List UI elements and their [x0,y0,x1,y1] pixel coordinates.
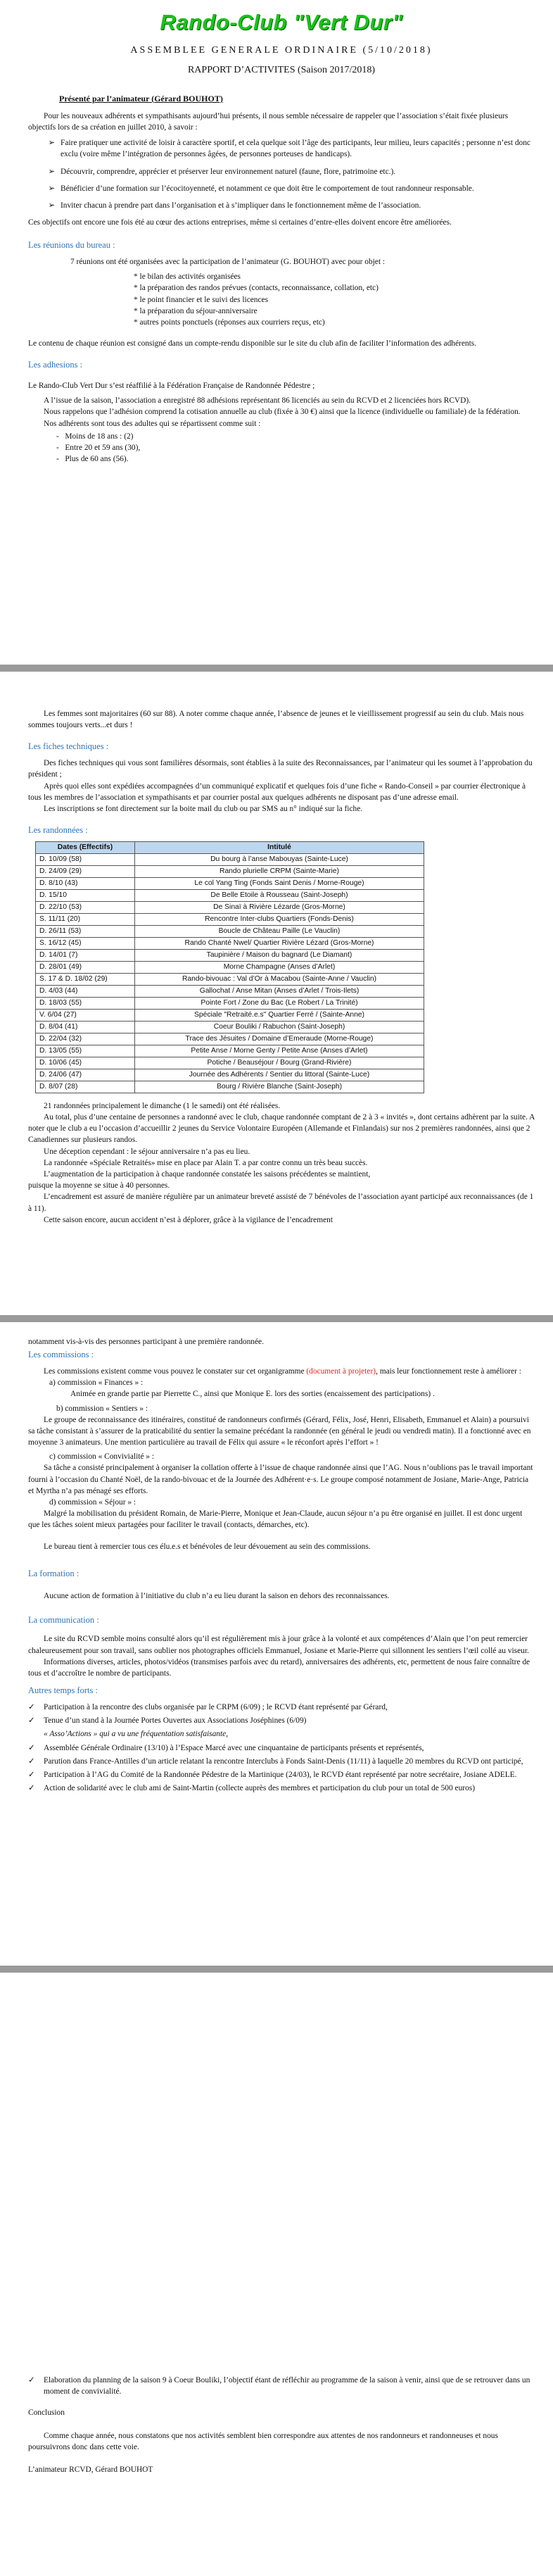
club-title: Rando-Club "Vert Dur" [160,10,403,34]
fiches-paragraph: Des fiches techniques qui vous sont familières désormais, sont établies à la suite des Reconnaissances, par l’animateur qui les soumet à l’approbation du président ; [28,759,533,779]
table-row [36,985,424,997]
assembly-title: ASSEMBLEE GENERALE ORDINAIRE (5/10/2018) [130,45,433,56]
rando-paragraph: Au total, plus d’une centaine de personnes a randonné avec le club, chaque randonnée comptant de 2 à 3 « invités », dont certains adhèrent par la suite. A noter que le club a eu l’occasion d’accueillir 2 jeunes du Service Volontaire Européen (Allemande et Finlandais) sur nos 2 premières randonnées, ainsi que 2 Canadiennes sur plusieurs randos. [28,1113,535,1145]
rando-paragraph: 21 randonnées principalement le dimanche (1 le samedi) ont été réalisées. [44,1101,281,1110]
list-item: * la préparation du séjour-anniversaire [134,306,535,317]
communication-paragraph: Informations diverses, articles, photos/vidéos (transmises parfois avec du retard), anniversaires des adhérents, etc, permettent de nous faire connaître de tous et d’accroître le nombre de participants. [28,1657,530,1678]
rando-title: Rencontre Inter-clubs Quartiers (Fonds-Denis) [135,913,424,925]
list-item: ✓ Assemblée Générale Ordinaire (13/10) à l’Espace Marcé avec une cinquantaine de participants présents et représentés, [28,1742,535,1754]
arrow-icon: ➢ [48,167,55,176]
rando-date: D. 22/10 (53) [36,901,135,913]
section-heading-randonnees: Les randonnées : [28,825,88,836]
continued-paragraph: notamment vis-à-vis des personnes participant à une première randonnée. [28,1338,264,1346]
rando-date: D. 15/10 [36,889,135,901]
section-heading-formation: La formation : [28,1568,80,1578]
section-heading-commissions: Les commissions : [28,1350,94,1360]
fiches-paragraph: Les inscriptions se font directement sur la boite mail du club ou par SMS au n° indiqué sur la fiche. [44,804,363,813]
conclusion-paragraph: Comme chaque année, nous constatons que nos activités semblent bien correspondre aux attentes de nos randonneurs et randonneuses et nous poursuivrons donc dans cette voie. [28,2431,498,2451]
checkmark-icon: ✓ [28,1743,35,1752]
list-item: * autres points ponctuels (réponses aux courriers reçus, etc) [134,317,535,328]
list-item: ✓ Elaboration du planning de la saison 9 à Coeur Bouliki, l’objectif étant de réfléchir au programme de la saison à venir, ainsi que de se retrouver dans un moment de convivialité. [28,2375,535,2397]
rando-title: Trace des Jésuites / Domaine d’Emeraude (Morne-Rouge) [135,1033,424,1045]
rando-title: Coeur Bouliki / Rabuchon (Saint-Joseph) [135,1021,424,1033]
rando-paragraph: puisque la moyenne se situe à 40 personnes. [28,1181,170,1190]
rando-paragraph: La randonnée «Spéciale Retraités» mise en place par Alain T. a par contre connu un très beau succès. [44,1158,368,1167]
rando-title: Rando-bivouac : Val d’Or à Macabou (Sainte-Anne / Vauclin) [135,973,424,985]
commission-title: a) commission « Finances » : [49,1378,144,1388]
rando-date: V. 6/04 (27) [36,1009,135,1021]
rando-paragraph: Une déception cependant : le séjour anniversaire n’a pas eu lieu. [44,1147,250,1156]
randonnees-table [35,841,424,1093]
rando-date: S. 17 & D. 18/02 (29) [36,973,135,985]
rando-title: Rando Chanté Nwel/ Quartier Rivière Lézard (Gros-Morne) [135,937,424,949]
table-row [36,1009,424,1021]
list-item: - Moins de 18 ans : (2) [56,431,535,442]
rando-date: S. 11/11 (20) [36,913,135,925]
list-item: ✓ Tenue d’un stand à la Journée Portes Ouvertes aux Associations Joséphines (6/09) [28,1715,535,1726]
list-item: - Entre 20 et 59 ans (30), [56,442,535,453]
section-heading-adhesions: Les adhesions : [28,360,83,370]
formation-paragraph: Aucune action de formation à l’initiative du club n’a eu lieu durant la saison en dehors des reconnaissances. [44,1591,390,1600]
page-1 [28,7,535,467]
rando-title: Rando plurielle CRPM (Sainte-Marie) [135,865,424,877]
document-note: (document à projeter) [306,1366,376,1376]
rando-paragraph: L’augmentation de la participation à chaque randonnée constatée les saisons précédentes se maintient, [44,1169,371,1179]
table-row [36,1021,424,1033]
objective-item: ➢ Inviter chacun à prendre part dans l’organisation et à s’impliquer dans le fonctionnement même de l’association. [28,200,535,211]
list-item: « Asso’Actions » qui a vu une fréquentation satisfaisante, [44,1730,229,1739]
checkmark-icon: ✓ [28,1757,35,1766]
table-row [36,925,424,937]
rando-date: D. 18/03 (55) [36,997,135,1009]
arrow-icon: ➢ [48,184,55,193]
rando-date: D. 4/03 (44) [36,985,135,997]
commission-title: b) commission « Sentiers » : [56,1404,148,1413]
rando-title: Spéciale "Retraité.e.s" Quartier Ferré / (Sainte-Anne) [135,1009,424,1021]
intro-conclusion: Ces objectifs ont encore une fois été au cœur des actions entreprises, même si certaines d’entre-elles doivent encore être améliorées. [28,218,452,227]
list-item: * le bilan des activités organisées [134,271,535,282]
list-item: ✓ Participation à l’AG du Comité de la Randonnée Pédestre de la Martinique (24/03), le RCVD étant représenté par notre secrétaire, Josiane ADELE. [28,1769,535,1780]
list-item: - Plus de 60 ans (56). [56,453,535,465]
rando-date: D. 8/07 (28) [36,1081,135,1093]
commission-text: Le groupe de reconnaissance des itinéraires, constitué de randonneurs confirmés (Gérard, Félix, José, Henri, Elisabeth, Emmanuel et Alain) a poursuivi sa tâche consistant à s’assurer de la praticabilité du sentier la semaine précédant la randonnée (en général le jeudi ou vendredi matin). Il a fonctionné avec en moyenne 3 animateurs. Une mention particulière au travail de Félix qui assure « le réconfort après l’effort » ! [28,1415,531,1447]
rando-date: D. 13/05 (55) [36,1045,135,1057]
page-4 [28,2373,535,2479]
rando-date: D. 8/10 (43) [36,877,135,889]
adhesions-paragraph: Nous rappelons que l’adhésion comprend la cotisation annuelle au club (fixée à 30 €) ainsi que la licence (individuelle ou familiale) de la fédération. [44,408,521,417]
section-heading-fiches: Les fiches techniques : [28,741,109,752]
page-3 [28,1336,535,1796]
intro-paragraph: Pour les nouveaux adhérents et sympathisants aujourd’hui présents, il nous semble nécessaire de rappeler que l’association s’était fixée plusieurs objectifs lors de sa création en juillet 2010, à savoir : [28,111,509,132]
section-heading-communication: La communication : [28,1614,99,1625]
page-separator [0,1315,553,1322]
commission-text: Animée en grande partie par Pierrette C., ainsi que Monique E. lors des sorties (encaissement des participations) . [70,1390,435,1399]
page-separator [0,665,553,672]
rando-title: Taupinière / Maison du bagnard (Le Diamant) [135,949,424,961]
fiches-paragraph: Après quoi elles sont expédiées accompagnées d’un communiqué explicatif et quelques fois d’une fiche « Rando-Conseil » par courrier électronique à tous les membres de l’association et sympathisants et par courrier postal aux quelques adhérents ne disposant pas d’une adresse email. [28,781,526,802]
table-row [36,1081,424,1093]
table-row [36,913,424,925]
table-row [36,1045,424,1057]
rando-title: Pointe Fort / Zone du Bac (Le Robert / La Trinité) [135,997,424,1009]
table-row [36,937,424,949]
checkmark-icon: ✓ [28,1716,35,1726]
rando-title: De Belle Etoile à Rousseau (Saint-Joseph) [135,889,424,901]
rando-title: Potiche / Beauséjour / Bourg (Grand-Rivière) [135,1057,424,1069]
section-heading-autres: Autres temps forts : [28,1685,98,1696]
section-heading-bureau: Les réunions du bureau : [28,240,115,251]
list-item: ✓ Participation à la rencontre des clubs organisée par le CRPM (6/09) ; le RCVD étant représenté par Gérard, [28,1702,535,1713]
rando-paragraph: L’encadrement est assuré de manière régulière par un animateur breveté assisté de 7 bénévoles de l’association ayant participé aux reconnaissances (de 1 à 11). [28,1193,534,1213]
rando-date: D. 22/04 (32) [36,1033,135,1045]
table-row [36,973,424,985]
rando-date: D. 10/06 (45) [36,1057,135,1069]
rando-date: D. 26/11 (53) [36,925,135,937]
adhesions-paragraph: A l’issue de la saison, l’association a enregistré 88 adhésions représentant 86 licenciés au sein du RCVD et 2 licenciées hors RCVD). [44,396,471,406]
presenter: Présenté par l’animateur (Gérard BOUHOT) [59,93,223,103]
table-header: Dates (Effectifs) [36,841,135,853]
objective-item: ➢ Bénéficier d’une formation sur l’écocitoyenneté, et notamment ce que doit être le comportement de tout randonneur responsable. [28,183,535,194]
objective-item: ➢ Découvrir, comprendre, apprécier et préserver leur environnement naturel (faune, flore, patrimoine etc.). [28,166,535,177]
rando-title: Morne Champagne (Anses d’Arlet) [135,961,424,973]
checkmark-icon: ✓ [28,1702,35,1711]
list-item: ✓ Action de solidarité avec le club ami de Saint-Martin (collecte auprès des membres et participation du club pour un total de 500 euros) [28,1783,535,1794]
commission-title: d) commission « Séjour » : [49,1498,136,1507]
table-row [36,1057,424,1069]
table-row [36,865,424,877]
adhesions-paragraph: Le Rando-Club Vert Dur s’est réaffilié à la Fédération Française de Randonnée Pédestre ; [28,382,315,391]
rando-date: D. 28/01 (49) [36,961,135,973]
arrow-icon: ➢ [48,201,55,210]
table-row [36,949,424,961]
list-item: * le point financier et le suivi des licences [134,294,535,306]
bureau-list [134,271,535,328]
table-row [36,1069,424,1081]
table-row [36,877,424,889]
signature: L’animateur RCVD, Gérard BOUHOT [28,2465,153,2474]
rando-date: D. 8/04 (41) [36,1021,135,1033]
rando-date: D. 10/09 (58) [36,853,135,865]
rando-title: De Sinaï à Rivière Lézarde (Gros-Morne) [135,901,424,913]
checkmark-icon: ✓ [28,1784,35,1793]
communication-paragraph: Le site du RCVD semble moins consulté alors qu’il est régulièrement mis à jour grâce à la volonté et aux compétences d’Alain que l’on peut remercier chaleureusement pour son travail, sans oublier nos photographes officiels Emmanuel, Josiane et Marie-Pierre qui sillonnent les sentiers l’œil collé au viseur. [28,1635,529,1655]
rando-date: D. 24/09 (29) [36,865,135,877]
rando-date: S. 16/12 (45) [36,937,135,949]
rando-date: D. 14/01 (7) [36,949,135,961]
ages-list [56,431,535,465]
table-row [36,1033,424,1045]
bureau-paragraph: 7 réunions ont été organisées avec la participation de l’animateur (G. BOUHOT) avec pour objet : [70,258,386,267]
list-item: * la préparation des randos prévues (contacts, reconnaissance, collation, etc) [134,282,535,294]
checkmark-icon: ✓ [28,2376,35,2385]
table-row [36,901,424,913]
adhesions-paragraph: Nos adhérents sont tous des adultes qui se répartissent comme suit : [44,419,261,428]
women-paragraph: Les femmes sont majoritaires (60 sur 88). A noter comme chaque année, l’absence de jeunes et le vieillissement progressif au sein du club. Mais nous sommes toujours verts...et durs ! [28,710,524,730]
rando-paragraph: Cette saison encore, aucun accident n’est à déplorer, grâce à la vigilance de l’encadrement [44,1215,333,1224]
rando-title: Gallochat / Anse Mitan (Anses d’Arlet / Trois-Ilets) [135,985,424,997]
commission-text: Sa tâche a consisté principalement à organiser la collation offerte à l’issue de chaque randonnée ainsi que l’AG. Nous n’oublions pas le travail important fourni à l’occasion du Chanté Noël, de la rando-bivouac et de la Journée des Adhérent·e·s. Le groupe composé notamment de Josiane, Marie-Ange, Patricia et Myrtha n’a pas ménagé ses efforts. [28,1464,533,1495]
checkmark-icon: ✓ [28,1770,35,1779]
report-title: RAPPORT D’ACTIVITES (Saison 2017/2018) [187,64,376,75]
commission-text: Malgré la mobilisation du président Romain, de Marie-Pierre, Monique et Jean-Claude, aucun séjour n’a pu être organisé en juillet. Il est donc urgent que les tâches soient mieux partagées pour faciliter le travail (contacts, démarches, etc). [28,1509,523,1530]
commission-title: c) commission « Convivialité » : [49,1452,155,1462]
rando-date: D. 24/06 (47) [36,1069,135,1081]
arrow-icon: ➢ [48,139,55,148]
page-2 [28,708,535,1226]
rando-title: Journée des Adhérents / Sentier du littoral (Sainte-Luce) [135,1069,424,1081]
rando-title: Bourg / Rivière Blanche (Saint-Joseph) [135,1081,424,1093]
page-separator [0,1966,553,1973]
rando-title: Du bourg à l’anse Mabouyas (Sainte-Luce) [135,853,424,865]
list-item: ✓ Parution dans France-Antilles d’un article relatant la rencontre Interclubs à Fonds Saint-Denis (11/11) à laquelle 20 membres du RCVD ont participé, [28,1756,535,1767]
table-header: Intitulé [135,841,424,853]
conclusion-title: Conclusion [28,2408,65,2418]
rando-title: Le col Yang Ting (Fonds Saint Denis / Morne-Rouge) [135,877,424,889]
rando-title: Boucle de Château Paille (Le Vauclin) [135,925,424,937]
table-row [36,961,424,973]
commissions-paragraph: Les commissions existent comme vous pouvez le constater sur cet organigramme (document à projeter), mais leur fonctionnement reste à améliorer : [44,1366,521,1376]
rando-title: Petite Anse / Morne Genty / Petite Anse (Anses d’Arlet) [135,1045,424,1057]
bureau-paragraph-2: Le contenu de chaque réunion est consigné dans un compte-rendu disponible sur le site du club afin de faciliter l’information des adhérents. [28,339,477,348]
table-row [36,889,424,901]
thanks-paragraph: Le bureau tient à remercier tous ces élu.e.s et bénévoles de leur dévouement au sein des commissions. [44,1542,371,1551]
table-row [36,853,424,865]
objective-item: ➢ Faire pratiquer une activité de loisir à caractère sportif, et cela quelque soit l’âge des participants, leur milieu, leurs capacités ; personne n’est donc exclu (voire même l’intégration de personnes âgées, de personnes porteuses de handicaps). [28,137,535,160]
table-row [36,997,424,1009]
